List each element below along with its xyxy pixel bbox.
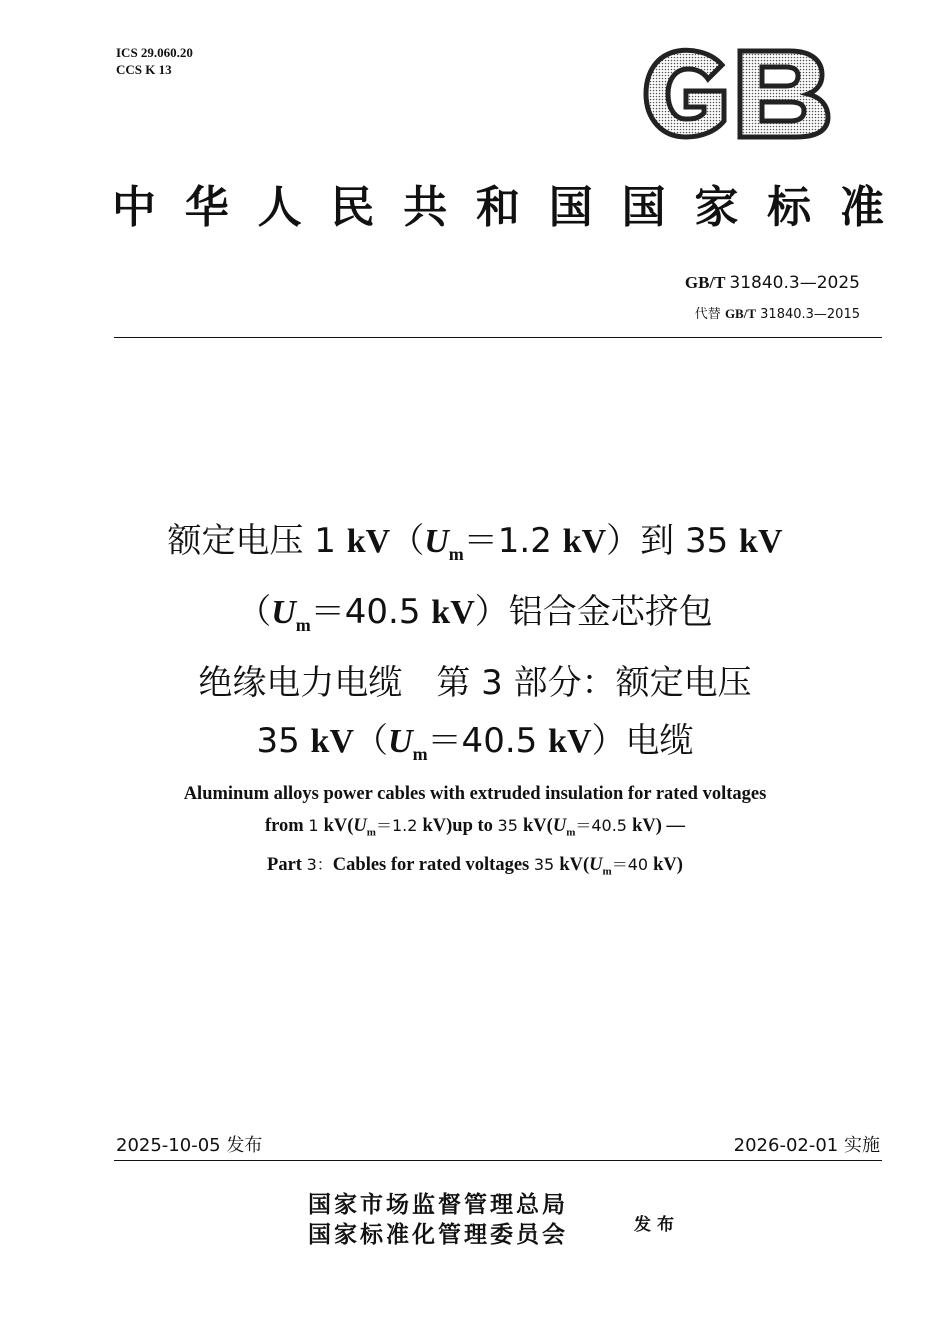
standard-prefix: GB/T — [684, 273, 726, 292]
cn-title-line-1: 额定电压 1 $kV(U_m=1.2$ kV）到 35 kV — [167, 521, 783, 564]
en-title-line-1: Aluminum alloys power cables with extruded insulation for rated voltages — [183, 784, 767, 804]
logo-letter-g — [646, 50, 724, 137]
cn-title-line-2: （$U_m=40.5$ kV）铝合金芯挤包 — [237, 591, 713, 635]
title-char: 和 — [475, 182, 520, 233]
bottom-divider — [114, 1160, 882, 1161]
chinese-title — [60, 512, 890, 782]
issuer-samr: 国家市场监督管理总局 — [308, 1191, 568, 1218]
cn-title-line-3: 绝缘电力电缆 第 3 部分：额定电压 — [198, 662, 752, 703]
title-char: 国 — [621, 182, 666, 233]
replaces-note — [695, 303, 860, 322]
title-char: 中 — [112, 182, 156, 233]
ccs-code: CCS K 13 — [116, 62, 172, 77]
title-char: 华 — [184, 182, 229, 233]
english-title — [60, 778, 890, 887]
replaces-label: 代替 — [694, 307, 721, 322]
title-char: 家 — [694, 182, 739, 233]
national-standard-title — [112, 180, 884, 236]
en-title-line-3: Part 3：Cables for rated voltages 35 $kV(U_m=40$ kV) — [267, 854, 683, 878]
issuing-authorities — [308, 1190, 568, 1250]
classification-codes — [116, 44, 193, 78]
title-char: 国 — [548, 182, 593, 233]
replaces-prefix: GB/T — [724, 306, 757, 321]
title-char: 人 — [257, 182, 302, 233]
ics-code: ICS 29.060.20 — [116, 45, 193, 60]
standard-number — [685, 273, 860, 293]
title-char: 共 — [403, 182, 448, 233]
standard-code: 31840.3—2025 — [729, 273, 860, 293]
en-title-line-2: from 1 $kV(U_m=1.2$ kV)up to 35 $kV(U_m=40.5$ kV) — — [264, 816, 686, 839]
publish-date: 2025-10-05 发布 — [116, 1135, 263, 1156]
title-char: 标 — [767, 182, 812, 233]
title-char: 准 — [839, 182, 884, 233]
title-char: 民 — [330, 182, 375, 233]
cn-title-line-4: 35 $kV(U_m=40.5$ kV）电缆 — [256, 720, 694, 764]
implement-date: 2026-02-01 实施 — [733, 1135, 880, 1156]
logo-letter-b — [740, 51, 828, 137]
issuer-sac: 国家标准化管理委员会 — [308, 1221, 568, 1248]
issue-label: 发布 — [634, 1215, 680, 1235]
gb-logo — [640, 47, 832, 141]
top-divider — [114, 337, 882, 338]
replaces-code: 31840.3—2015 — [760, 307, 860, 322]
